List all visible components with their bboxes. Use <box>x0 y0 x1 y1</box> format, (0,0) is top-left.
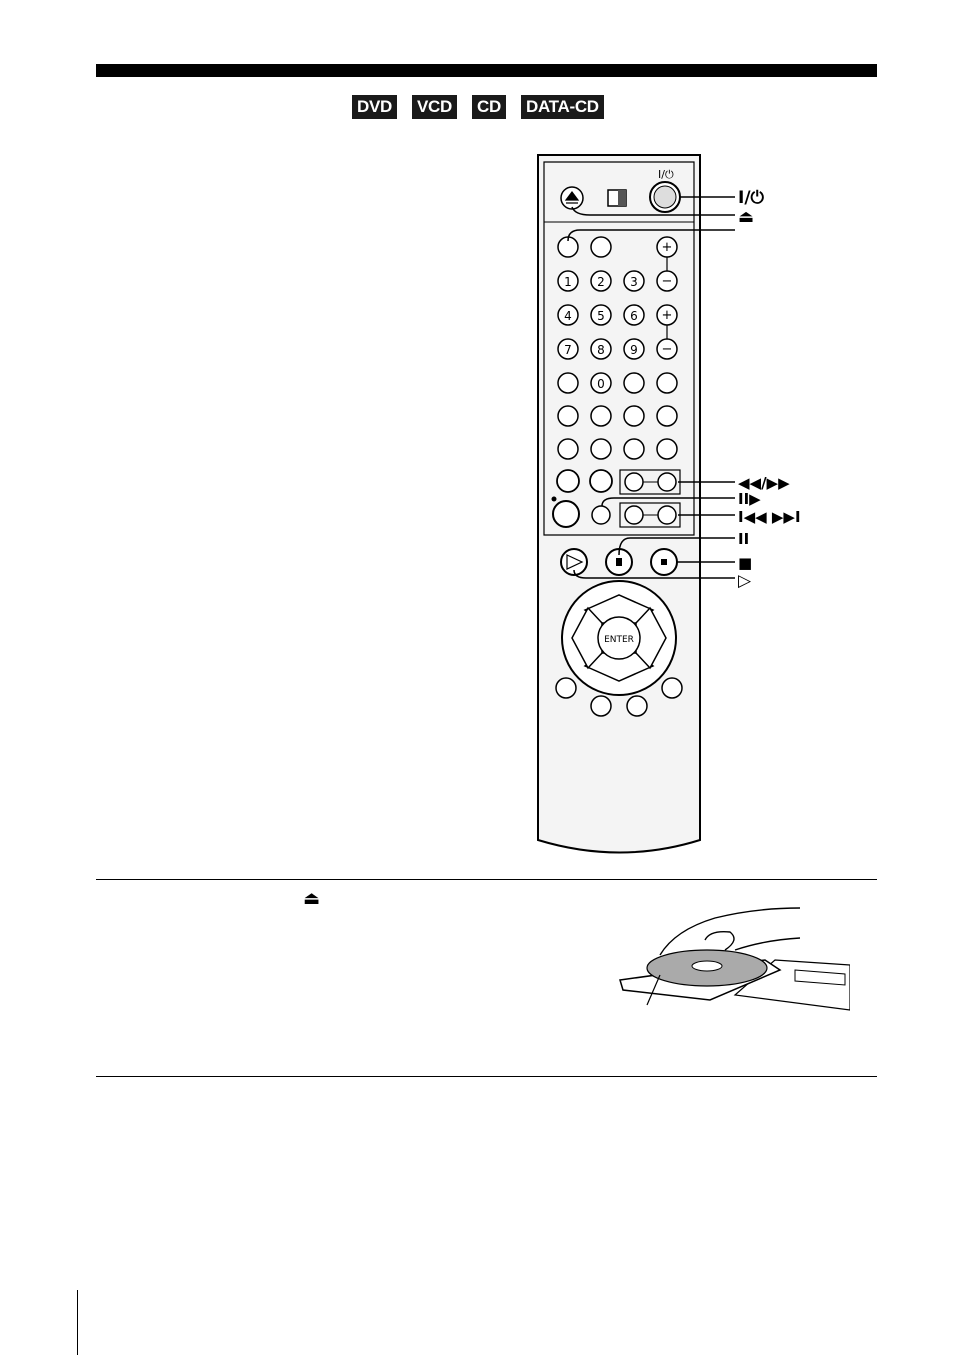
scan-forward-button[interactable] <box>658 473 676 491</box>
menu-left-button[interactable] <box>556 678 576 698</box>
record-button[interactable] <box>553 501 579 527</box>
slow-button[interactable] <box>592 506 610 524</box>
key-7-label: 7 <box>564 343 572 357</box>
top-button-2[interactable] <box>591 237 611 257</box>
callout-prev-next: I◀◀ ▶▶I <box>738 508 801 526</box>
row-button-a3[interactable] <box>624 373 644 393</box>
disc-type-badges <box>352 95 604 119</box>
row-button-a1[interactable] <box>558 373 578 393</box>
badge-data-cd: DATA-CD <box>521 95 604 119</box>
key-0-label: 0 <box>597 377 605 391</box>
section-divider-bottom <box>96 1076 877 1077</box>
key-6-label: 6 <box>630 309 638 323</box>
row-button-b1[interactable] <box>558 406 578 426</box>
prev-button[interactable] <box>625 506 643 524</box>
switch-knob <box>618 190 626 206</box>
plus-icon: + <box>661 240 673 255</box>
remote-power-label: I/⏻ <box>658 168 674 181</box>
key-8-label: 8 <box>597 343 605 357</box>
stop-icon <box>661 559 667 565</box>
key-1-label: 1 <box>564 275 572 289</box>
power-icon <box>654 186 676 208</box>
section-divider-top <box>96 879 877 880</box>
callout-power: I/⏻ <box>738 188 764 208</box>
lower-button-2[interactable] <box>627 696 647 716</box>
badge-dvd: DVD <box>352 95 397 119</box>
return-button[interactable] <box>662 678 682 698</box>
row-button-c4[interactable] <box>657 439 677 459</box>
row-button-c1[interactable] <box>558 439 578 459</box>
minus-icon: − <box>661 274 673 289</box>
minus-icon-2: − <box>661 342 673 357</box>
key-4-label: 4 <box>564 309 572 323</box>
page-margin-rule <box>77 1290 78 1355</box>
key-5-label: 5 <box>597 309 605 323</box>
record-dot <box>552 497 557 502</box>
callout-pause: II <box>738 530 750 548</box>
badge-vcd: VCD <box>412 95 457 119</box>
row-button-b2[interactable] <box>591 406 611 426</box>
next-button[interactable] <box>658 506 676 524</box>
plus-icon-2: + <box>661 308 673 323</box>
callout-open-close: ⏏ <box>738 207 755 227</box>
badge-cd: CD <box>472 95 506 119</box>
header-rule <box>96 64 877 77</box>
scan-back-button[interactable] <box>625 473 643 491</box>
enter-label: ENTER <box>604 635 634 645</box>
row-button-d1[interactable] <box>557 470 579 492</box>
key-2-label: 2 <box>597 275 605 289</box>
key-9-label: 9 <box>630 343 638 357</box>
callout-stop: ■ <box>738 554 753 572</box>
row-button-d2[interactable] <box>590 470 612 492</box>
step1-eject-symbol: ⏏ <box>303 888 321 909</box>
callout-scan: ◀◀/▶▶ <box>738 474 790 492</box>
disc-tray-illustration <box>615 900 850 1015</box>
lower-button-1[interactable] <box>591 696 611 716</box>
callout-slow: II▶ <box>738 490 761 508</box>
disc-hole <box>692 961 722 971</box>
callout-play: ▷ <box>738 571 752 591</box>
row-button-c3[interactable] <box>624 439 644 459</box>
row-button-b4[interactable] <box>657 406 677 426</box>
row-button-b3[interactable] <box>624 406 644 426</box>
row-button-a4[interactable] <box>657 373 677 393</box>
pause-icon <box>616 558 622 566</box>
hands-outline <box>660 908 800 955</box>
remote-control-figure <box>530 150 830 860</box>
row-button-c2[interactable] <box>591 439 611 459</box>
key-3-label: 3 <box>630 275 638 289</box>
